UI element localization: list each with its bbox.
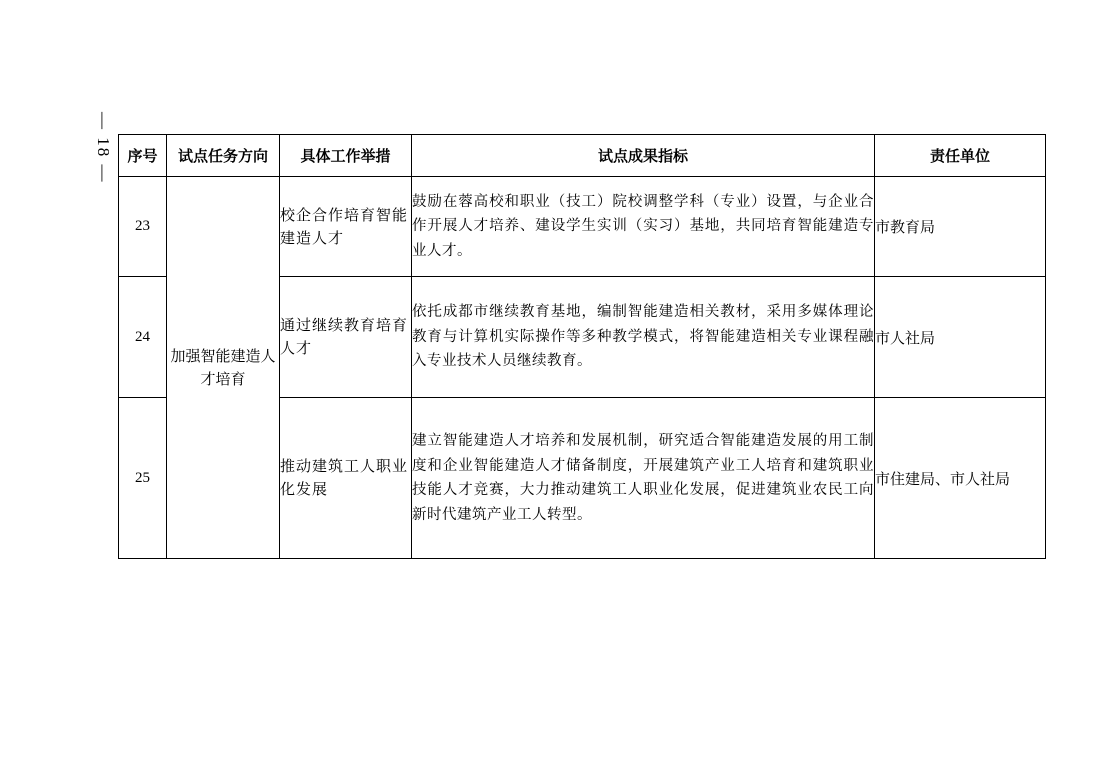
page-number: — 18 — <box>94 112 113 184</box>
header-serial: 序号 <box>119 135 167 177</box>
row-serial: 24 <box>119 277 167 398</box>
header-direction: 试点任务方向 <box>167 135 280 177</box>
row-measure: 校企合作培育智能建造人才 <box>280 177 412 277</box>
row-unit: 市人社局 <box>875 277 1046 398</box>
table-row <box>119 177 1046 277</box>
header-measure: 具体工作举措 <box>280 135 412 177</box>
header-indicator: 试点成果指标 <box>412 135 875 177</box>
row-indicator: 建立智能建造人才培养和发展机制，研究适合智能建造发展的用工制度和企业智能建造人才储备制度，开展建筑产业工人培育和建筑职业技能人才竞赛，大力推动建筑工人职业化发展，促进建筑业农民工向新时代建筑产业工人转型。 <box>412 398 875 559</box>
task-table <box>118 134 1046 559</box>
row-measure: 通过继续教育培育人才 <box>280 277 412 398</box>
row-indicator: 鼓励在蓉高校和职业（技工）院校调整学科（专业）设置，与企业合作开展人才培养、建设学生实训（实习）基地，共同培育智能建造专业人才。 <box>412 177 875 277</box>
row-indicator: 依托成都市继续教育基地，编制智能建造相关教材，采用多媒体理论教育与计算机实际操作等多种教学模式，将智能建造相关专业课程融入专业技术人员继续教育。 <box>412 277 875 398</box>
header-unit: 责任单位 <box>875 135 1046 177</box>
row-unit: 市住建局、市人社局 <box>875 398 1046 559</box>
task-direction-cell: 加强智能建造人才培育 <box>167 177 280 559</box>
row-serial: 25 <box>119 398 167 559</box>
table-header-row <box>119 135 1046 177</box>
row-serial: 23 <box>119 177 167 277</box>
row-unit: 市教育局 <box>875 177 1046 277</box>
row-measure: 推动建筑工人职业化发展 <box>280 398 412 559</box>
